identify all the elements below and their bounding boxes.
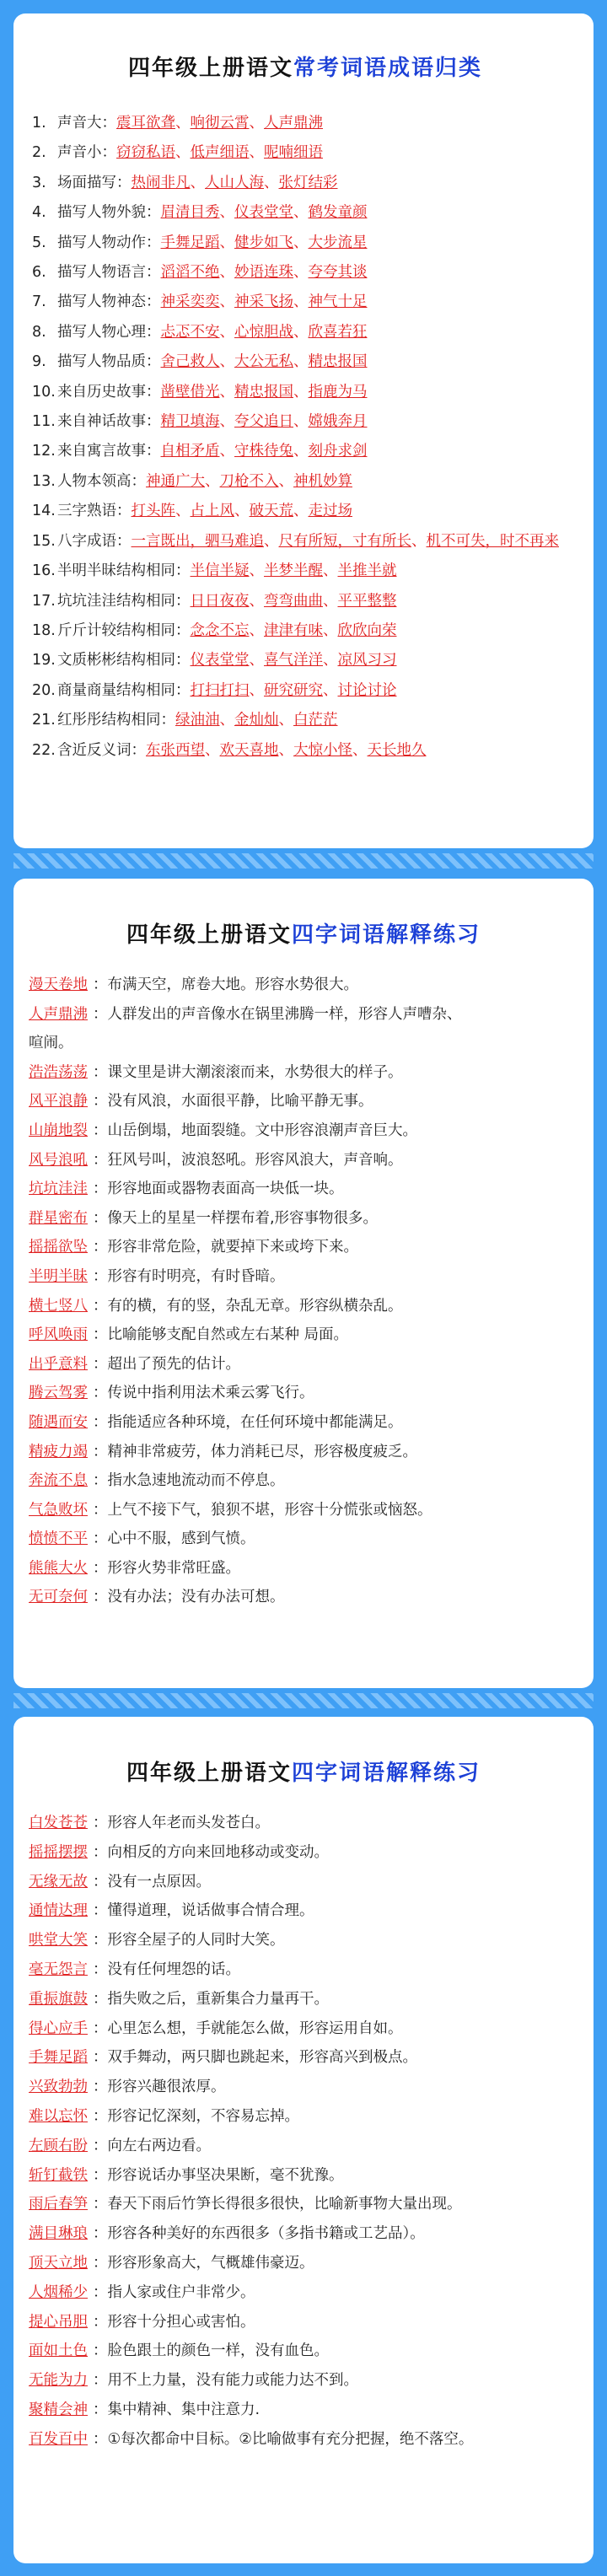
row-label: 红彤彤结构相同： [57, 712, 175, 729]
idiom-definition: 形容非常危险，就要掉下来或垮下来。 [107, 1239, 358, 1256]
idiom-word: 弯弯曲曲 [264, 592, 323, 610]
row-label: 半明半昧结构相同： [57, 562, 191, 580]
explanation-item: 无可奈何 ：没有办法；没有办法可想。 [29, 1583, 578, 1612]
idiom-word: 震耳欲聋 [116, 115, 175, 132]
row-label: 描写人物神态： [57, 293, 161, 311]
idiom-term: 气急败坏 [29, 1501, 88, 1519]
category-row: 13. 人物本领高：神通广大、刀枪不入、神机妙算 [32, 467, 578, 497]
explanation-item: 气急败坏 ：上气不接下气，狼狈不堪，形容十分慌张或恼怒。 [29, 1496, 578, 1525]
idiom-word: 人声鼎沸 [264, 115, 323, 132]
idiom-word: 手舞足蹈 [160, 234, 220, 251]
row-number: 16. [32, 562, 56, 580]
idiom-definition: 形容形象高大，气概雄伟豪迈。 [107, 2254, 314, 2272]
title-blue: 四字词语解释练习 [292, 1761, 481, 1786]
idiom-term: 熊熊大火 [29, 1559, 88, 1577]
idiom-term: 风平浪静 [29, 1093, 88, 1111]
explanation-item: 通情达理 ：懂得道理，说话做事合情合理。 [29, 1896, 578, 1926]
card-title [32, 51, 578, 82]
explanation-item: 随遇而安 ：指能适应各种环境，在任何环境中都能满足。 [29, 1408, 578, 1438]
explanation-item: 半明半昧 ：形容有时明亮，有时昏暗。 [29, 1262, 578, 1292]
explanation-item: 出乎意料 ：超出了预先的估计。 [29, 1350, 578, 1379]
row-number: 6. [32, 264, 46, 282]
idiom-term: 手舞足蹈 [29, 2049, 88, 2067]
idiom-term: 腾云驾雾 [29, 1385, 88, 1402]
explanation-item: 群星密布 ：像天上的星星一样摆布着,形容事物很多。 [29, 1204, 578, 1234]
idiom-definition: 人群发出的声音像水在锅里沸腾一样，形容人声嘈杂、 [107, 1005, 462, 1023]
idiom-term: 漫天卷地 [29, 976, 88, 993]
category-row: 10. 来自历史故事：凿壁借光、精忠报国、指鹿为马 [32, 378, 578, 407]
category-row: 9. 描写人物品质：舍己救人、大公无私、精忠报国 [32, 347, 578, 377]
explanation-item: 愤愤不平 ：心中不服，感到气愤。 [29, 1525, 578, 1554]
explanation-item: 斩钉截铁 ：形容说话办事坚决果断，毫不犹豫。 [29, 2161, 578, 2191]
idiom-definition: 没有一点原因。 [107, 1873, 211, 1890]
row-number: 21. [32, 712, 56, 729]
row-number: 22. [32, 741, 56, 759]
idiom-word: 神机妙算 [293, 472, 352, 490]
explanation-item: 哄堂大笑 ：形容全屋子的人同时大笑。 [29, 1926, 578, 1955]
idiom-term: 聚精会神 [29, 2401, 88, 2418]
idiom-term: 左顾右盼 [29, 2137, 88, 2154]
row-number: 13. [32, 472, 56, 490]
idiom-definition: 用不上力量，没有能力或能力达不到。 [107, 2372, 358, 2390]
category-row: 8. 描写人物心理：忐忑不安、心惊胆战、欣喜若狂 [32, 318, 578, 347]
category-row: 19. 文质彬彬结构相同：仪表堂堂、喜气洋洋、凉风习习 [32, 646, 578, 675]
idiom-word: 凉风习习 [337, 652, 397, 670]
idiom-definition: 没有办法；没有办法可想。 [107, 1589, 285, 1606]
idiom-word: 金灿灿 [234, 712, 279, 729]
idiom-definition: 形容火势非常旺盛。 [107, 1559, 240, 1577]
idiom-term: 浩浩荡荡 [29, 1063, 88, 1081]
idiom-term: 半明半昧 [29, 1267, 88, 1285]
idiom-term: 毫无怨言 [29, 1960, 88, 1978]
row-number: 4. [32, 204, 46, 222]
row-label: 文质彬彬结构相同： [57, 652, 191, 670]
idiom-term: 难以忘怀 [29, 2107, 88, 2125]
row-label: 八字成语： [57, 532, 132, 550]
explanation-item: 顶天立地 ：形容形象高大，气概雄伟豪迈。 [29, 2249, 578, 2278]
row-number: 19. [32, 652, 56, 670]
idiom-word: 欢天喜地 [219, 741, 279, 759]
explanation-item: 毫无怨言 ：没有任何埋怨的话。 [29, 1955, 578, 1985]
idiom-definition: 比喻能够支配自然或左右某种 局面。 [107, 1326, 349, 1344]
idiom-word: 绿油油 [175, 712, 220, 729]
idiom-word: 机不可失，时不再来 [426, 532, 559, 550]
idiom-word: 凿壁借光 [160, 383, 220, 401]
idiom-term: 哄堂大笑 [29, 1932, 88, 1949]
idiom-definition: 指人家或住户非常少。 [107, 2283, 255, 2301]
explanation-item: 人烟稀少 ：指人家或住户非常少。 [29, 2278, 578, 2308]
title-black: 四年级上册语文 [127, 56, 293, 81]
idiom-term: 横七竖八 [29, 1297, 88, 1315]
idiom-definition: 形容各种美好的东西很多（多指书籍或工艺品）。 [107, 2225, 425, 2243]
explanation-item: 风平浪静 ：没有风浪，水面很平静，比喻平静无事。 [29, 1087, 578, 1116]
category-list [32, 109, 578, 766]
idiom-term: 随遇而安 [29, 1413, 88, 1431]
explanation-item: 无能为力 ：用不上力量，没有能力或能力达不到。 [29, 2366, 578, 2396]
idiom-definition: 脸色跟土的颜色一样，没有血色。 [107, 2342, 329, 2360]
category-row: 15. 八字成语：一言既出，驷马难追、尺有所短，寸有所长、机不可失，时不再来 [32, 527, 578, 557]
explanation-item: 无缘无故 ：没有一点原因。 [29, 1868, 578, 1897]
idiom-term: 愤愤不平 [29, 1530, 88, 1548]
idiom-word: 眉清目秀 [160, 204, 220, 222]
row-number: 11. [32, 413, 56, 431]
card-title [29, 1756, 578, 1787]
idiom-word: 刀枪不入 [219, 472, 279, 490]
category-row: 6. 描写人物语言：滔滔不绝、妙语连珠、夸夸其谈 [32, 258, 578, 288]
row-label: 描写人物心理： [57, 323, 161, 341]
row-label: 三字熟语： [57, 503, 132, 520]
idiom-term: 风号浪吼 [29, 1151, 88, 1169]
row-label: 斤斤计较结构相同： [57, 621, 191, 639]
explanation-item: 浩浩荡荡 ：课文里是讲大潮滚滚而来，水势很大的样子。 [29, 1058, 578, 1088]
idiom-word: 守株待兔 [234, 443, 293, 460]
explanation-list [29, 971, 578, 1612]
category-row: 4. 描写人物外貌：眉清目秀、仪表堂堂、鹤发童颜 [32, 198, 578, 228]
explanation-item: 熊熊大火 ：形容火势非常旺盛。 [29, 1554, 578, 1584]
row-number: 18. [32, 621, 56, 639]
idiom-term: 精疲力竭 [29, 1443, 88, 1460]
explanation-item: 山崩地裂 ：山岳倒塌，地面裂缝。文中形容浪潮声音巨大。 [29, 1116, 578, 1146]
idiom-term: 群星密布 [29, 1209, 88, 1227]
idiom-word: 天长地久 [367, 741, 427, 759]
explanation-item: 摇摇欲坠 ：形容非常危险，就要掉下来或垮下来。 [29, 1233, 578, 1262]
row-label: 场面描写： [57, 174, 132, 191]
idiom-definition: 形容全屋子的人同时大笑。 [107, 1932, 285, 1949]
row-label: 商量商量结构相同： [57, 681, 191, 699]
idiom-definition: 狂风号叫，波浪怒吼。形容风浪大，声音响。 [107, 1151, 403, 1169]
idiom-word: 呢喃细语 [264, 144, 323, 162]
row-number: 12. [32, 443, 56, 460]
idiom-definition: 向左右两边看。 [107, 2137, 211, 2154]
row-label: 来自历史故事： [57, 383, 161, 401]
idiom-word: 大步流星 [308, 234, 368, 251]
idiom-word: 心惊胆战 [234, 323, 293, 341]
idiom-term: 重振旗鼓 [29, 1990, 88, 2008]
idiom-word: 东张西望 [146, 741, 205, 759]
idiom-term: 出乎意料 [29, 1355, 88, 1373]
idiom-definition: 没有任何埋怨的话。 [107, 1960, 240, 1978]
idiom-word: 一言既出，驷马难追 [131, 532, 264, 550]
idiom-word: 占上风 [190, 503, 234, 520]
idiom-word: 平平整整 [337, 592, 397, 610]
idiom-term: 提心吊胆 [29, 2313, 88, 2331]
explanation-item: 左顾右盼 ：向左右两边看。 [29, 2132, 578, 2161]
idiom-word: 仪表堂堂 [190, 652, 250, 670]
idiom-term: 山崩地裂 [29, 1121, 88, 1139]
idiom-word: 舍己救人 [160, 353, 220, 371]
idiom-definition: 指能适应各种环境，在任何环境中都能满足。 [107, 1413, 403, 1431]
idiom-term: 无可奈何 [29, 1589, 88, 1606]
row-number: 9. [32, 353, 46, 371]
explanation-item: 雨后春笋 ：春天下雨后竹笋长得很多很快，比喻新事物大量出现。 [29, 2190, 578, 2219]
idiom-word: 嫦娥奔月 [308, 413, 368, 431]
idiom-definition-cont: 喧闹。 [29, 1035, 73, 1052]
category-row: 7. 描写人物神态：神采奕奕、神采飞扬、神气十足 [32, 288, 578, 317]
row-label: 坑坑洼洼结构相同： [57, 592, 191, 610]
idiom-word: 指鹿为马 [308, 383, 368, 401]
idiom-term: 满目琳琅 [29, 2225, 88, 2243]
idiom-term: 斩钉截铁 [29, 2166, 88, 2184]
idiom-word: 忐忑不安 [160, 323, 220, 341]
idiom-word: 欣喜若狂 [308, 323, 368, 341]
row-number: 17. [32, 592, 56, 610]
title-blue: 四字词语解释练习 [292, 922, 481, 948]
row-number: 14. [32, 503, 56, 520]
idiom-word: 神采飞扬 [234, 293, 293, 311]
row-label: 描写人物品质： [57, 353, 161, 371]
explanation-item: 手舞足蹈 ：双手舞动，两只脚也跳起来，形容高兴到极点。 [29, 2043, 578, 2073]
idiom-definition: 课文里是讲大潮滚滚而来，水势很大的样子。 [107, 1063, 403, 1081]
idiom-term: 百发百中 [29, 2430, 88, 2448]
idiom-definition: 心中不服，感到气愤。 [107, 1530, 255, 1548]
idiom-word: 响彻云霄 [190, 115, 250, 132]
idiom-definition: 双手舞动，两只脚也跳起来，形容高兴到极点。 [107, 2049, 417, 2067]
idiom-definition: 形容兴趣很浓厚。 [107, 2079, 226, 2096]
row-number: 3. [32, 174, 46, 191]
idiom-word: 自相矛盾 [160, 443, 220, 460]
row-label: 含近反义词： [57, 741, 146, 759]
explanation-item: 得心应手 ：心里怎么想，手就能怎么做，形容运用自如。 [29, 2014, 578, 2044]
idiom-definition: 形容说话办事坚决果断，毫不犹豫。 [107, 2166, 344, 2184]
idiom-word: 妙语连珠 [234, 264, 293, 282]
category-row: 12. 来自寓言故事：自相矛盾、守株待兔、刻舟求剑 [32, 437, 578, 466]
idiom-definition: 山岳倒塌，地面裂缝。文中形容浪潮声音巨大。 [107, 1121, 417, 1139]
category-row: 5. 描写人物动作：手舞足蹈、健步如飞、大步流星 [32, 229, 578, 258]
idiom-word: 走过场 [308, 503, 352, 520]
idiom-word: 半推半就 [337, 562, 397, 580]
explanation-item: 百发百中 ：①每次都命中目标。②比喻做事有充分把握，绝不落空。 [29, 2425, 578, 2455]
idiom-definition: 形容十分担心或害怕。 [107, 2313, 255, 2331]
idiom-definition: 形容人年老而头发苍白。 [107, 1815, 270, 1831]
idiom-term: 无缘无故 [29, 1873, 88, 1890]
idiom-term: 摇摇摆摆 [29, 1843, 88, 1861]
idiom-word: 神通广大 [146, 472, 205, 490]
striped-divider [13, 853, 594, 869]
category-row: 2. 声音小：窃窃私语、低声细语、呢喃细语 [32, 138, 578, 168]
row-label: 来自寓言故事： [57, 443, 161, 460]
idiom-word: 日日夜夜 [190, 592, 250, 610]
idiom-word: 低声细语 [190, 144, 250, 162]
idiom-definition: 形容有时明亮，有时昏暗。 [107, 1267, 285, 1285]
row-number: 1. [32, 115, 46, 132]
category-row: 21. 红彤彤结构相同：绿油油、金灿灿、白茫茫 [32, 706, 578, 735]
row-number: 5. [32, 234, 46, 251]
idiom-word: 刻舟求剑 [308, 443, 368, 460]
idiom-definition: 懂得道理，说话做事合情合理。 [107, 1902, 314, 1920]
idiom-word: 念念不忘 [190, 621, 250, 639]
row-label: 声音大： [57, 115, 116, 132]
idiom-word: 鹤发童颜 [308, 204, 368, 222]
idiom-definition: 春天下雨后竹笋长得很多很快，比喻新事物大量出现。 [107, 2196, 462, 2213]
idiom-word: 健步如飞 [234, 234, 293, 251]
idiom-definition: 精神非常疲劳，体力消耗已尽，形容极度疲乏。 [107, 1443, 417, 1460]
idiom-term: 兴致勃勃 [29, 2079, 88, 2096]
idiom-word: 讨论讨论 [337, 681, 397, 699]
explanation-card-1 [13, 879, 594, 1688]
idiom-term: 雨后春笋 [29, 2196, 88, 2213]
idiom-word: 人山人海 [205, 174, 264, 191]
idiom-word: 精卫填海 [160, 413, 220, 431]
row-number: 2. [32, 144, 46, 162]
idiom-term: 人声鼎沸 [29, 1005, 88, 1023]
row-label: 人物本领高： [57, 472, 146, 490]
explanation-item: 提心吊胆 ：形容十分担心或害怕。 [29, 2308, 578, 2337]
idiom-term: 顶天立地 [29, 2254, 88, 2272]
explanation-list [29, 1809, 578, 2455]
idiom-term: 奔流不息 [29, 1472, 88, 1490]
explanation-card-2 [13, 1717, 594, 2563]
idiom-word: 神气十足 [308, 293, 368, 311]
idiom-term: 呼风唤雨 [29, 1326, 88, 1344]
category-row: 11. 来自神话故事：精卫填海、夸父追日、嫦娥奔月 [32, 407, 578, 437]
idiom-term: 摇摇欲坠 [29, 1239, 88, 1256]
title-black: 四年级上册语文 [126, 922, 292, 948]
idiom-definition: 像天上的星星一样摆布着,形容事物很多。 [107, 1209, 379, 1227]
idiom-word: 张灯结彩 [278, 174, 338, 191]
explanation-item: 奔流不息 ：指水急速地流动而不停息。 [29, 1466, 578, 1496]
idiom-word: 神采奕奕 [160, 293, 220, 311]
idiom-definition: 指水急速地流动而不停息。 [107, 1472, 285, 1490]
idiom-definition: 有的横，有的竖，杂乱无章。形容纵横杂乱。 [107, 1297, 403, 1315]
idiom-word: 研究研究 [264, 681, 323, 699]
explanation-item: 呼风唤雨 ：比喻能够支配自然或左右某种 局面。 [29, 1320, 578, 1350]
category-row: 14. 三字熟语：打头阵、占上风、破天荒、走过场 [32, 497, 578, 526]
idiom-definition: 传说中指利用法术乘云雾飞行。 [107, 1385, 314, 1402]
idiom-word: 夸夸其谈 [308, 264, 368, 282]
idiom-word: 大公无私 [234, 353, 293, 371]
explanation-item: 漫天卷地 ：布满天空，席卷大地。形容水势很大。 [29, 971, 578, 1000]
idiom-word: 滔滔不绝 [160, 264, 220, 282]
idiom-term: 坑坑洼洼 [29, 1180, 88, 1198]
idiom-word: 窃窃私语 [116, 144, 175, 162]
explanation-item: 白发苍苍 ：形容人年老而头发苍白。 [29, 1809, 578, 1838]
idiom-definition: 指失败之后，重新集合力量再干。 [107, 1990, 329, 2008]
row-label: 来自神话故事： [57, 413, 161, 431]
idiom-word: 热闹非凡 [131, 174, 191, 191]
idiom-category-card [13, 13, 594, 848]
explanation-item: 满目琳琅 ：形容各种美好的东西很多（多指书籍或工艺品）。 [29, 2219, 578, 2249]
explanation-item: 腾云驾雾 ：传说中指利用法术乘云雾飞行。 [29, 1379, 578, 1408]
idiom-word: 精忠报国 [308, 353, 368, 371]
explanation-item: 摇摇摆摆 ：向相反的方向来回地移动或变动。 [29, 1838, 578, 1868]
explanation-item: 横七竖八 ：有的横，有的竖，杂乱无章。形容纵横杂乱。 [29, 1292, 578, 1321]
title-blue: 常考词语成语归类 [293, 56, 483, 81]
row-label: 描写人物外貌： [57, 204, 161, 222]
explanation-item: 面如土色 ：脸色跟土的颜色一样，没有血色。 [29, 2337, 578, 2366]
explanation-item: 聚精会神 ：集中精神、集中注意力. [29, 2396, 578, 2425]
card-title [29, 917, 578, 949]
idiom-definition: 形容记忆深刻，不容易忘掉。 [107, 2107, 299, 2125]
idiom-word: 仪表堂堂 [234, 204, 293, 222]
explanation-item: 风号浪吼 ：狂风号叫，波浪怒吼。形容风浪大，声音响。 [29, 1146, 578, 1175]
idiom-term: 得心应手 [29, 2019, 88, 2037]
row-number: 7. [32, 293, 46, 311]
striped-divider [13, 1693, 594, 1708]
idiom-word: 大惊小怪 [293, 741, 352, 759]
idiom-word: 夸父追日 [234, 413, 293, 431]
title-black: 四年级上册语文 [126, 1761, 292, 1786]
explanation-item: 重振旗鼓 ：指失败之后，重新集合力量再干。 [29, 1985, 578, 2014]
idiom-definition: 没有风浪，水面很平静，比喻平静无事。 [107, 1093, 373, 1111]
category-row: 1. 声音大：震耳欲聋、响彻云霄、人声鼎沸 [32, 109, 578, 138]
category-row: 17. 坑坑洼洼结构相同：日日夜夜、弯弯曲曲、平平整整 [32, 587, 578, 616]
idiom-term: 无能为力 [29, 2372, 88, 2390]
idiom-definition: ①每次都命中目标。②比喻做事有充分把握，绝不落空。 [107, 2430, 474, 2448]
idiom-word: 半信半疑 [190, 562, 250, 580]
idiom-word: 打扫打扫 [190, 681, 250, 699]
row-number: 15. [32, 532, 56, 550]
idiom-word: 打头阵 [131, 503, 175, 520]
row-label: 声音小： [57, 144, 116, 162]
idiom-word: 精忠报国 [234, 383, 293, 401]
idiom-definition: 形容地面或器物表面高一块低一块。 [107, 1180, 344, 1198]
idiom-term: 面如土色 [29, 2342, 88, 2360]
category-row: 22. 含近反义词：东张西望、欢天喜地、大惊小怪、天长地久 [32, 736, 578, 766]
idiom-definition: 向相反的方向来回地移动或变动。 [107, 1843, 329, 1861]
explanation-item: 人声鼎沸 ：人群发出的声音像水在锅里沸腾一样，形容人声嘈杂、 喧闹。 [29, 1000, 578, 1058]
idiom-definition: 上气不接下气，狼狈不堪，形容十分慌张或恼怒。 [107, 1501, 432, 1519]
idiom-word: 半梦半醒 [264, 562, 323, 580]
category-row: 16. 半明半昧结构相同：半信半疑、半梦半醒、半推半就 [32, 557, 578, 586]
idiom-term: 通情达理 [29, 1902, 88, 1920]
explanation-item: 精疲力竭 ：精神非常疲劳，体力消耗已尽，形容极度疲乏。 [29, 1438, 578, 1467]
idiom-word: 尺有所短，寸有所长 [278, 532, 411, 550]
category-row: 18. 斤斤计较结构相同：念念不忘、津津有味、欣欣向荣 [32, 616, 578, 646]
idiom-term: 白发苍苍 [29, 1815, 88, 1831]
row-number: 8. [32, 323, 46, 341]
category-row: 3. 场面描写：热闹非凡、人山人海、张灯结彩 [32, 169, 578, 198]
idiom-word: 欣欣向荣 [337, 621, 397, 639]
row-number: 10. [32, 383, 56, 401]
idiom-word: 白茫茫 [293, 712, 338, 729]
idiom-word: 破天荒 [249, 503, 293, 520]
row-number: 20. [32, 681, 56, 699]
idiom-word: 喜气洋洋 [264, 652, 323, 670]
category-row: 20. 商量商量结构相同：打扫打扫、研究研究、讨论讨论 [32, 676, 578, 706]
row-label: 描写人物动作： [57, 234, 161, 251]
explanation-item: 难以忘怀 ：形容记忆深刻，不容易忘掉。 [29, 2102, 578, 2132]
idiom-word: 津津有味 [264, 621, 323, 639]
explanation-item: 兴致勃勃 ：形容兴趣很浓厚。 [29, 2073, 578, 2102]
idiom-term: 人烟稀少 [29, 2283, 88, 2301]
idiom-definition: 超出了预先的估计。 [107, 1355, 240, 1373]
idiom-definition: 集中精神、集中注意力. [107, 2401, 261, 2418]
idiom-definition: 心里怎么想，手就能怎么做，形容运用自如。 [107, 2019, 403, 2037]
idiom-definition: 布满天空，席卷大地。形容水势很大。 [107, 976, 358, 993]
row-label: 描写人物语言： [57, 264, 161, 282]
explanation-item: 坑坑洼洼 ：形容地面或器物表面高一块低一块。 [29, 1175, 578, 1204]
